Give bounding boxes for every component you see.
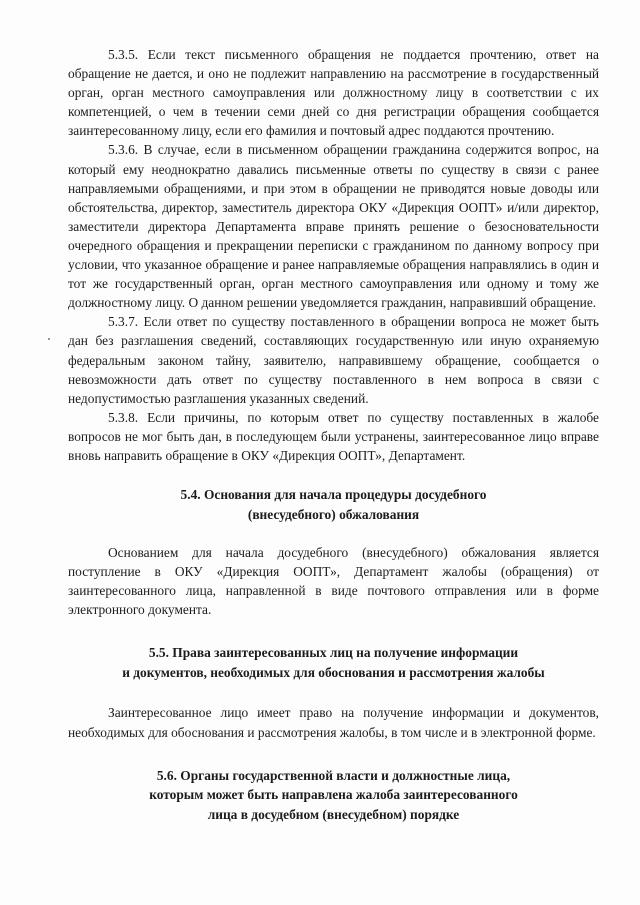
- section-5-4-heading: [68, 485, 599, 524]
- heading-line: и документов, необходимых для обоснования и рассмотрения жалобы: [122, 664, 545, 680]
- paragraph-5-3-6: 5.3.6. В случае, если в письменном обращении гражданина содержится вопрос, на который ему неоднократно давались письменные ответы по существу в связи с ранее направляемыми обращениями, и при этом в обращении не приводятся новые доводы или обстоятельства, директор, заместитель директора ОКУ «Дирекция ООПТ» и/или директор, заместители директора Департамента вправе принять решение о безосновательности очередного обращения и прекращении переписки с гражданином по данному вопросу при условии, что указанное обращение и ранее направляемые обращения направлялись в один и тот же государственный орган, орган местного самоуправления или одному и тому же должностному лицу. О данном решении уведомляется гражданин, направивший обращение.: [68, 142, 599, 311]
- heading-line: 5.5. Права заинтересованных лиц на получение информации: [148, 645, 519, 661]
- heading-line: 5.4. Основания для начала процедуры досудебного: [180, 487, 487, 503]
- heading-line: 5.6. Органы государственной власти и должностные лица,: [156, 767, 511, 783]
- section-5-4-text: Основанием для начала досудебного (внесудебного) обжалования является поступление в ОКУ «Дирекция ООПТ», Департамент жалобы (обращения) от заинтересованного лица, направленной в виде почтового отправления или в форме электронного документа.: [68, 545, 599, 618]
- paragraph-5-3-8: 5.3.8. Если причины, по которым ответ по существу поставленных в жалобе вопросов не мог быть дан, в последующем были устранены, заинтересованное лицо вправе вновь направить обращение в ОКУ «Дирекция ООПТ», Департамент.: [68, 409, 599, 463]
- paragraph-5-3-7: 5.3.7. Если ответ по существу поставленного в обращении вопроса не может быть дан без разглашения сведений, составляющих государственную или иную охраняемую федеральным законом тайну, заявителю, направившему обращение, сообщается о невозможности дать ответ по существу поставленного в нем вопроса в связи с недопустимостью разглашения указанных сведений.: [68, 314, 599, 406]
- heading-line: лица в досудебном (внесудебном) порядке: [207, 806, 460, 822]
- document-body: [68, 45, 599, 824]
- heading-line: которым может быть направлена жалоба заинтересованного: [149, 787, 518, 803]
- section-5-6-heading: [68, 766, 599, 825]
- section-5-5-heading: [68, 643, 599, 682]
- scan-dot: [48, 338, 50, 340]
- paragraph-5-3-5: 5.3.5. Если текст письменного обращения не поддается прочтению, ответ на обращение не дается, и оно не подлежит направлению на рассмотрение в государственный орган, орган местного самоуправления или должностному лицу в соответствии с их компетенцией, о чем в течении семи дней со дня регистрации обращения сообщается заинтересованному лицу, если его фамилия и почтовый адрес поддаются прочтению.: [68, 47, 599, 139]
- heading-line: (внесудебного) обжалования: [247, 506, 420, 522]
- section-5-5-text: Заинтересованное лицо имеет право на получение информации и документов, необходимых для обоснования и рассмотрения жалобы, в том числе и в электронной форме.: [68, 705, 599, 740]
